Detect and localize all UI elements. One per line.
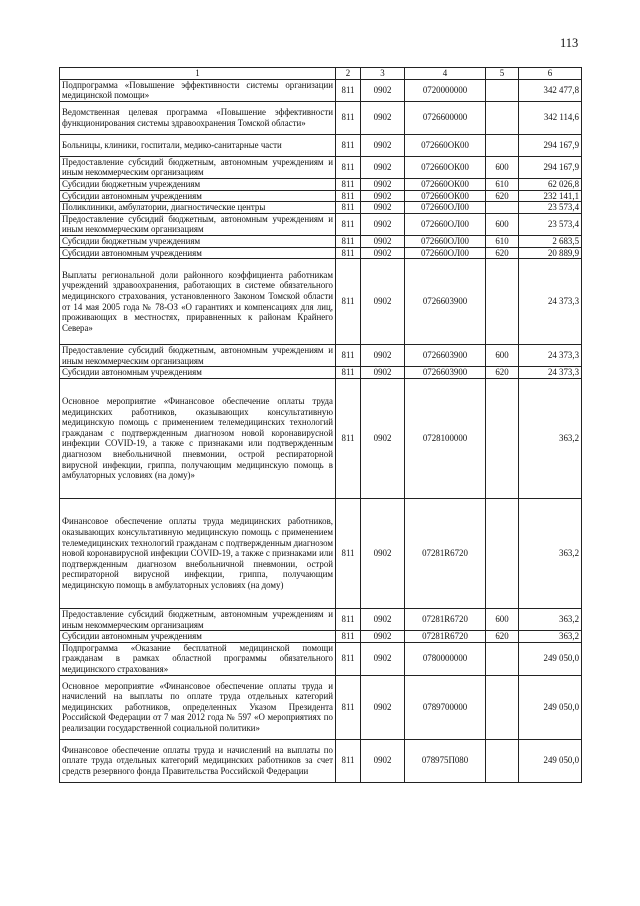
target-code: 072660OК00 xyxy=(405,156,486,178)
admin-code: 811 xyxy=(336,134,361,156)
expense-type-code xyxy=(486,739,519,782)
row-name: Ведомственная целевая программа «Повышение эффективности функционирования системы здравоохранения Томской области» xyxy=(60,101,336,134)
table-row xyxy=(60,739,582,782)
column-number-row xyxy=(60,68,582,80)
table-row xyxy=(60,259,582,345)
row-name: Субсидии бюджетным учреждениям xyxy=(60,178,336,190)
section-code: 0902 xyxy=(361,259,405,345)
target-code: 07281R6720 xyxy=(405,608,486,630)
row-name: Субсидии автономным учреждениям xyxy=(60,631,336,643)
target-code: 078975П080 xyxy=(405,739,486,782)
target-code: 072660OЛ00 xyxy=(405,235,486,247)
target-code: 0789700000 xyxy=(405,675,486,739)
section-code: 0902 xyxy=(361,79,405,101)
section-code: 0902 xyxy=(361,642,405,675)
column-number: 1 xyxy=(60,68,336,80)
row-name: Финансовое обеспечение оплаты труда и начислений на выплаты по оплате труда отдельных категорий медицинских работников за счет средств резервного фонда Правительства Российской Федерации xyxy=(60,739,336,782)
budget-table xyxy=(59,67,582,783)
section-code: 0902 xyxy=(361,213,405,235)
admin-code: 811 xyxy=(336,367,361,379)
target-code: 072660OЛ00 xyxy=(405,247,486,259)
amount: 24 373,3 xyxy=(519,259,582,345)
amount: 342 114,6 xyxy=(519,101,582,134)
expense-type-code: 620 xyxy=(486,367,519,379)
section-code: 0902 xyxy=(361,134,405,156)
target-code: 0780000000 xyxy=(405,642,486,675)
expense-type-code: 610 xyxy=(486,178,519,190)
table-row xyxy=(60,367,582,379)
column-number: 4 xyxy=(405,68,486,80)
table-row xyxy=(60,345,582,367)
row-name: Предоставление субсидий бюджетным, автономным учреждениям и иным некоммерческим организациям xyxy=(60,213,336,235)
section-code: 0902 xyxy=(361,101,405,134)
table-row xyxy=(60,190,582,202)
table-row xyxy=(60,213,582,235)
amount: 2 683,5 xyxy=(519,235,582,247)
admin-code: 811 xyxy=(336,498,361,608)
section-code: 0902 xyxy=(361,608,405,630)
target-code: 072660OК00 xyxy=(405,190,486,202)
target-code: 0726600000 xyxy=(405,101,486,134)
expense-type-code: 620 xyxy=(486,631,519,643)
expense-type-code: 600 xyxy=(486,345,519,367)
section-code: 0902 xyxy=(361,190,405,202)
amount: 363,2 xyxy=(519,608,582,630)
amount: 62 026,8 xyxy=(519,178,582,190)
target-code: 07281R6720 xyxy=(405,498,486,608)
table-row xyxy=(60,156,582,178)
table-row xyxy=(60,134,582,156)
table-row xyxy=(60,202,582,214)
target-code: 0726603900 xyxy=(405,345,486,367)
table-row xyxy=(60,675,582,739)
admin-code: 811 xyxy=(336,101,361,134)
section-code: 0902 xyxy=(361,156,405,178)
row-name: Основное мероприятие «Финансовое обеспечение оплаты труда медицинских работников, оказывающих консультативную медицинскую помощь с применением телемедицинских технологий гражданам с подтвержденным диагнозом новой коронавирусной инфекции COVID-19, а также с признаками или подтвержденным диагнозом внебольничной пневмонии, острой респираторной вирусной инфекции, гриппа, получающим медицинскую помощь в амбулаторных условиях (на дому)» xyxy=(60,378,336,498)
expense-type-code xyxy=(486,642,519,675)
amount: 23 573,4 xyxy=(519,213,582,235)
page-number: 113 xyxy=(560,36,579,50)
admin-code: 811 xyxy=(336,178,361,190)
expense-type-code: 600 xyxy=(486,608,519,630)
section-code: 0902 xyxy=(361,675,405,739)
table-row xyxy=(60,235,582,247)
table-row xyxy=(60,498,582,608)
admin-code: 811 xyxy=(336,156,361,178)
table-row xyxy=(60,642,582,675)
admin-code: 811 xyxy=(336,247,361,259)
column-number: 5 xyxy=(486,68,519,80)
admin-code: 811 xyxy=(336,642,361,675)
admin-code: 811 xyxy=(336,235,361,247)
table-row xyxy=(60,101,582,134)
admin-code: 811 xyxy=(336,608,361,630)
column-number: 6 xyxy=(519,68,582,80)
target-code: 0720000000 xyxy=(405,79,486,101)
admin-code: 811 xyxy=(336,739,361,782)
target-code: 0726603900 xyxy=(405,259,486,345)
section-code: 0902 xyxy=(361,498,405,608)
admin-code: 811 xyxy=(336,631,361,643)
section-code: 0902 xyxy=(361,235,405,247)
admin-code: 811 xyxy=(336,675,361,739)
column-number: 3 xyxy=(361,68,405,80)
amount: 363,2 xyxy=(519,378,582,498)
expense-type-code: 610 xyxy=(486,235,519,247)
section-code: 0902 xyxy=(361,631,405,643)
admin-code: 811 xyxy=(336,190,361,202)
table-row xyxy=(60,79,582,101)
expense-type-code xyxy=(486,378,519,498)
expense-type-code: 600 xyxy=(486,156,519,178)
target-code: 072660OК00 xyxy=(405,178,486,190)
expense-type-code xyxy=(486,101,519,134)
section-code: 0902 xyxy=(361,202,405,214)
expense-type-code: 620 xyxy=(486,190,519,202)
amount: 232 141,1 xyxy=(519,190,582,202)
admin-code: 811 xyxy=(336,202,361,214)
row-name: Подпрограмма «Повышение эффективности системы организации медицинской помощи» xyxy=(60,79,336,101)
amount: 294 167,9 xyxy=(519,134,582,156)
amount: 24 373,3 xyxy=(519,345,582,367)
row-name: Предоставление субсидий бюджетным, автономным учреждениям и иным некоммерческим организациям xyxy=(60,156,336,178)
table-row xyxy=(60,247,582,259)
section-code: 0902 xyxy=(361,345,405,367)
row-name: Предоставление субсидий бюджетным, автономным учреждениям и иным некоммерческим организациям xyxy=(60,608,336,630)
row-name: Подпрограмма «Оказание бесплатной медицинской помощи гражданам в рамках областной программы обязательного медицинского страхования» xyxy=(60,642,336,675)
amount: 24 373,3 xyxy=(519,367,582,379)
table-row xyxy=(60,608,582,630)
amount: 363,2 xyxy=(519,498,582,608)
amount: 363,2 xyxy=(519,631,582,643)
expense-type-code xyxy=(486,498,519,608)
row-name: Предоставление субсидий бюджетным, автономным учреждениям и иным некоммерческим организациям xyxy=(60,345,336,367)
admin-code: 811 xyxy=(336,79,361,101)
row-name: Субсидии автономным учреждениям xyxy=(60,367,336,379)
target-code: 0726603900 xyxy=(405,367,486,379)
table-row xyxy=(60,631,582,643)
target-code: 072660OК00 xyxy=(405,134,486,156)
admin-code: 811 xyxy=(336,259,361,345)
admin-code: 811 xyxy=(336,345,361,367)
amount: 20 889,9 xyxy=(519,247,582,259)
expense-type-code xyxy=(486,134,519,156)
target-code: 0728100000 xyxy=(405,378,486,498)
amount: 249 050,0 xyxy=(519,739,582,782)
section-code: 0902 xyxy=(361,378,405,498)
expense-type-code xyxy=(486,79,519,101)
expense-type-code xyxy=(486,202,519,214)
amount: 294 167,9 xyxy=(519,156,582,178)
row-name: Поликлиники, амбулатории, диагностические центры xyxy=(60,202,336,214)
expense-type-code xyxy=(486,675,519,739)
column-number: 2 xyxy=(336,68,361,80)
row-name: Финансовое обеспечение оплаты труда медицинских работников, оказывающих консультативную медицинскую помощь с применением телемедицинских технологий гражданам с подтвержденным диагнозом новой коронавирусной инфекции COVID-19, а также с признаками или подтвержденным диагнозом внебольничной пневмонии, острой респираторной вирусной инфекции, гриппа, получающим медицинскую помощь в амбулаторных условиях (на дому) xyxy=(60,498,336,608)
amount: 249 050,0 xyxy=(519,675,582,739)
target-code: 072660OЛ00 xyxy=(405,213,486,235)
expense-type-code: 620 xyxy=(486,247,519,259)
row-name: Больницы, клиники, госпитали, медико-санитарные части xyxy=(60,134,336,156)
section-code: 0902 xyxy=(361,247,405,259)
table-row xyxy=(60,178,582,190)
admin-code: 811 xyxy=(336,378,361,498)
section-code: 0902 xyxy=(361,739,405,782)
section-code: 0902 xyxy=(361,367,405,379)
target-code: 07281R6720 xyxy=(405,631,486,643)
table-row xyxy=(60,378,582,498)
row-name: Субсидии автономным учреждениям xyxy=(60,190,336,202)
row-name: Основное мероприятие «Финансовое обеспечение оплаты труда и начислений на выплаты по оплате труда отдельных категорий медицинских работников, определенных Указом Президента Российской Федерации от 7 мая 2012 года № 597 «О мероприятиях по реализации государственной социальной политики» xyxy=(60,675,336,739)
expense-type-code: 600 xyxy=(486,213,519,235)
amount: 342 477,8 xyxy=(519,79,582,101)
section-code: 0902 xyxy=(361,178,405,190)
amount: 249 050,0 xyxy=(519,642,582,675)
amount: 23 573,4 xyxy=(519,202,582,214)
expense-type-code xyxy=(486,259,519,345)
row-name: Выплаты региональной доли районного коэффициента работникам учреждений здравоохранения, работающих в системе обязательного медицинского страхования, установленного Законом Томской области от 14 мая 2005 года № 78-ОЗ «О гарантиях и компенсациях для лиц, проживающих в местностях, приравненных к районам Крайнего Севера» xyxy=(60,259,336,345)
row-name: Субсидии автономным учреждениям xyxy=(60,247,336,259)
target-code: 072660OЛ00 xyxy=(405,202,486,214)
admin-code: 811 xyxy=(336,213,361,235)
row-name: Субсидии бюджетным учреждениям xyxy=(60,235,336,247)
